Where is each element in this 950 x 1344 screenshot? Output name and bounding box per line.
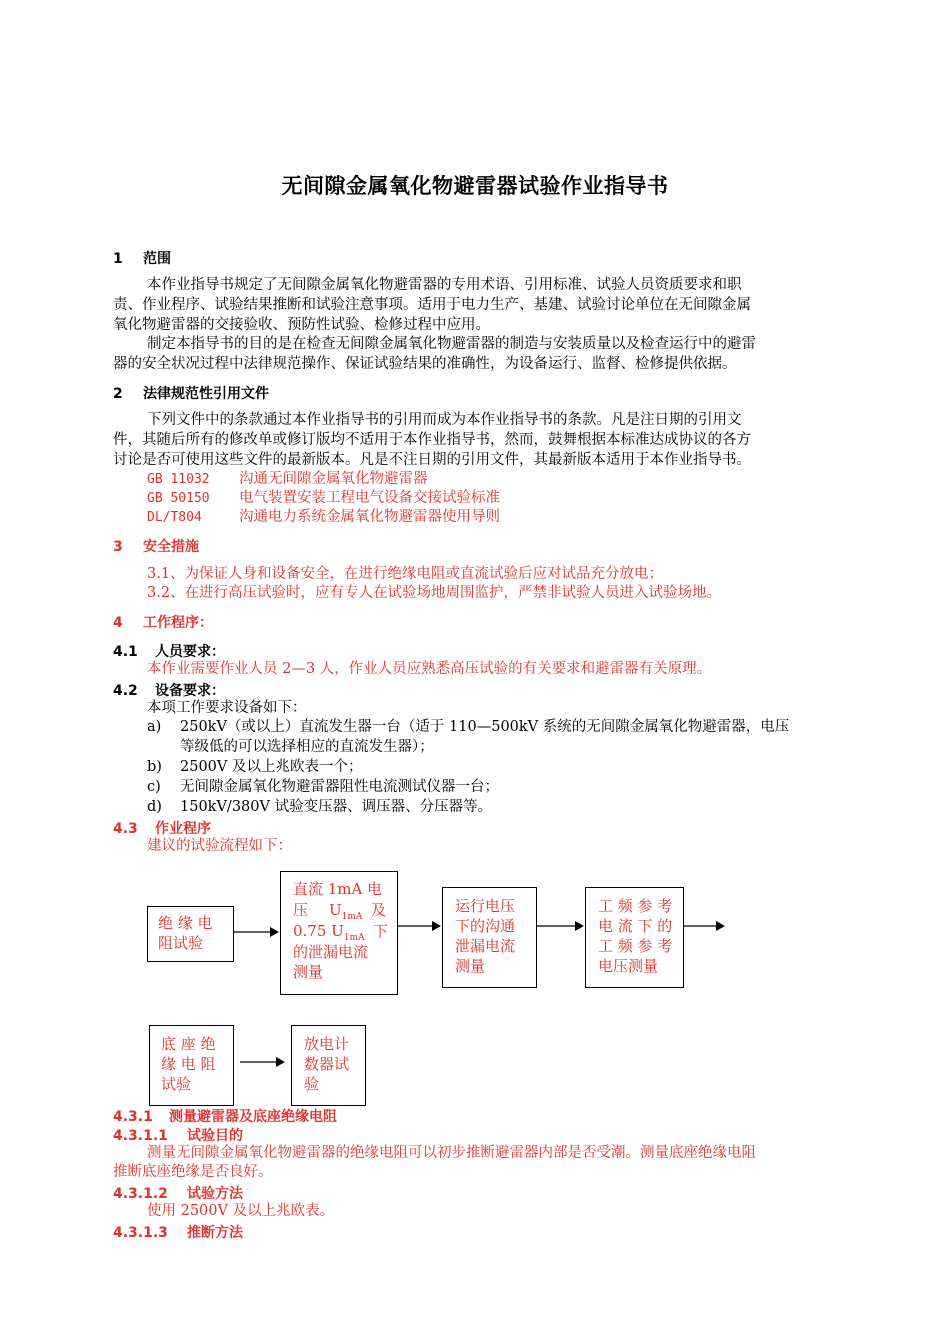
reference-name: 沟通电力系统金属氧化物避雷器使用导则 <box>239 509 500 525</box>
equipment-item-label: c) <box>147 779 161 795</box>
equipment-item-label: d) <box>147 799 162 815</box>
section-title: 范围 <box>143 251 171 267</box>
test-method: 使用 2500V 及以上兆欧表。 <box>147 1203 335 1219</box>
equipment-item-a-line-2: 等级低的可以选择相应的直流发生器）； <box>180 739 434 755</box>
equipment-item-c: 无间隙金属氧化物避雷器阻性电流测试仪器一台； <box>180 779 499 795</box>
flow-box-text: 运行电压 <box>455 897 516 915</box>
s2-paragraph-line-1: 下列文件中的条款通过本作业指导书的引用而成为本作业指导书的条款。凡是注日期的引用文 <box>147 412 742 428</box>
s1-paragraph-1-line-2: 责、作业程序、试验结果推断和试验注意事项。适用于电力生产、基建、试验讨论单位在无间隙金属 <box>113 297 751 313</box>
section-3-heading <box>113 536 199 556</box>
section-title: 推断方法 <box>187 1225 243 1241</box>
section-title: 法律规范性引用文件 <box>143 386 269 402</box>
voltage-symbol: U <box>329 901 342 919</box>
flow-box-text: 放电计 <box>304 1035 350 1053</box>
reference-name: 电气装置安装工程电气设备交接试验标准 <box>239 490 500 506</box>
safety-item-1: 3.1、为保证人身和设备安全，在进行绝缘电阻或直流试验后应对试品充分放电； <box>147 566 664 582</box>
document-title: 无间隙金属氧化物避雷器试验作业指导书 <box>281 174 669 198</box>
reference-row <box>147 507 500 528</box>
reference-row <box>147 488 500 509</box>
flow-arrow-icon <box>398 919 442 933</box>
reference-row <box>147 469 428 490</box>
flow-arrow-icon <box>240 1055 286 1069</box>
section-4-3-1-1-heading <box>113 1125 243 1145</box>
equipment-item-label: b) <box>147 759 162 775</box>
s2-paragraph-line-3: 讨论是否可使用这些文件的最新版本。凡是不注日期的引用文件，其最新版本适用于本作业指导书。 <box>113 452 751 468</box>
flow-box-text: 绝 缘 电 <box>158 914 213 932</box>
flow-box-text: 的泄漏电流 <box>293 943 369 961</box>
text-fragment: 下 <box>373 922 389 940</box>
s1-paragraph-1-line-3: 氧化物避雷器的交接验收、预防性试验、检修过程中应用。 <box>113 317 490 333</box>
section-title: 试验方法 <box>187 1186 243 1202</box>
s2-paragraph-line-2: 件，其随后所有的修改单或修订版均不适用于本作业指导书，然而，鼓舞根据本标准达成协议的各方 <box>113 432 751 448</box>
section-number: 2 <box>113 386 123 402</box>
section-number: 4.1 <box>113 644 138 660</box>
s1-paragraph-2-line-2: 器的安全状况过程中法律规范操作、保证试验结果的准确性，为设备运行、监督、检修提供依据。 <box>113 356 737 372</box>
section-number: 4.3.1.3 <box>113 1225 168 1241</box>
flow-arrow-icon <box>537 919 585 933</box>
section-4-heading <box>113 612 213 632</box>
section-4-1-heading <box>113 641 225 661</box>
flow-box-text: 试验 <box>161 1075 192 1093</box>
voltage-subscript: 1mA <box>343 933 365 943</box>
equipment-item-a-line-1: 250kV（或以上）直流发生器一台（适于 110—500kV 系统的无间隙金属氧化物避雷器，电压 <box>180 719 790 735</box>
flow-box-text: 缘 电 阻 <box>161 1055 216 1073</box>
section-title: 人员要求： <box>155 644 225 660</box>
flow-box-text: 验 <box>304 1075 320 1093</box>
test-purpose-line-2: 推断底座绝缘是否良好。 <box>113 1164 273 1180</box>
flow-box-text: 工 频 参 考 <box>598 897 673 915</box>
section-4-3-heading <box>113 818 211 838</box>
section-number: 1 <box>113 251 123 267</box>
s1-paragraph-2-line-1: 制定本指导书的目的是在检查无间隙金属氧化物避雷器的制造与安装质量以及检查运行中的避雷 <box>147 336 756 352</box>
equipment-item-label: a) <box>147 719 162 735</box>
section-title: 作业程序 <box>155 821 211 837</box>
section-title: 试验目的 <box>187 1128 243 1144</box>
section-number: 4.3.1 <box>113 1109 153 1125</box>
equipment-item-b: 2500V 及以上兆欧表一个； <box>180 759 363 775</box>
voltage-subscript: 1mA <box>341 912 363 922</box>
section-4-3-1-2-heading <box>113 1183 243 1203</box>
flow-box-text: 数器试 <box>304 1055 350 1073</box>
equipment-item-d: 150kV/380V 试验变压器、调压器、分压器等。 <box>180 799 493 815</box>
section-title: 工作程序： <box>143 615 213 631</box>
flow-box-text: 下的沟通 <box>455 917 516 935</box>
flow-box-insulation-resistance <box>147 906 234 962</box>
safety-item-2: 3.2、在进行高压试验时，应有专人在试验场地周围监护，严禁非试验人员进入试验场地。 <box>147 585 722 601</box>
section-number: 4.3 <box>113 821 138 837</box>
flow-box-text: 工 频 参 考 <box>598 937 673 955</box>
reference-code: GB 50150 <box>147 491 210 506</box>
flow-box-text: 泄漏电流 <box>455 937 516 955</box>
reference-code: GB 11032 <box>147 472 210 487</box>
section-number: 3 <box>113 539 123 555</box>
section-number: 4.3.1.2 <box>113 1186 168 1202</box>
flow-box-text: 底 座 绝 <box>161 1035 216 1053</box>
section-title: 测量避雷器及底座绝缘电阻 <box>169 1109 337 1125</box>
flow-box-operating-voltage-leakage <box>442 887 537 988</box>
flow-box-text: 测量 <box>293 963 324 981</box>
flow-box-text: 测量 <box>455 957 486 975</box>
section-title: 安全措施 <box>143 539 199 555</box>
section-number: 4.3.1.1 <box>113 1128 168 1144</box>
section-4-3-1-3-heading <box>113 1222 243 1242</box>
text-fragment: 及 <box>371 901 387 919</box>
flow-box-text: 阻试验 <box>158 934 204 952</box>
section-1-heading <box>113 248 171 268</box>
section-4-2-heading <box>113 680 225 700</box>
flow-box-power-frequency-reference <box>585 887 684 988</box>
s1-paragraph-1-line-1: 本作业指导书规定了无间隙金属氧化物避雷器的专用术语、引用标准、试验人员资质要求和职 <box>147 277 742 293</box>
flow-box-text: 电 流 下 的 <box>598 917 673 935</box>
personnel-requirement: 本作业需要作业人员 2—3 人，作业人员应熟悉高压试验的有关要求和避雷器有关原理。 <box>147 661 712 677</box>
flow-box-dc-leakage <box>280 871 398 995</box>
reference-code: DL/T804 <box>147 510 202 525</box>
section-2-heading <box>113 383 269 403</box>
voltage-symbol: 0.75 U <box>293 922 344 940</box>
flow-box-text: 电压测量 <box>598 957 659 975</box>
text-fragment: 压 <box>293 901 309 919</box>
equipment-intro: 本项工作要求设备如下： <box>147 700 307 716</box>
section-number: 4.2 <box>113 683 138 699</box>
test-purpose-line-1: 测量无间隙金属氧化物避雷器的绝缘电阻可以初步推断避雷器内部是否受潮。测量底座绝缘电阻 <box>147 1145 756 1161</box>
reference-name: 沟通无间隙金属氧化物避雷器 <box>239 471 428 487</box>
flow-box-discharge-counter <box>291 1025 366 1106</box>
section-title: 设备要求： <box>155 683 225 699</box>
section-4-3-1-heading <box>113 1106 337 1126</box>
flow-intro: 建议的试验流程如下： <box>147 838 292 854</box>
flow-arrow-icon <box>234 925 280 939</box>
flow-box-base-insulation <box>149 1025 234 1106</box>
flow-box-text: 直流 1mA 电 <box>293 880 383 898</box>
flow-box-text-line <box>293 900 387 920</box>
flow-arrow-icon <box>684 919 726 933</box>
section-number: 4 <box>113 615 123 631</box>
